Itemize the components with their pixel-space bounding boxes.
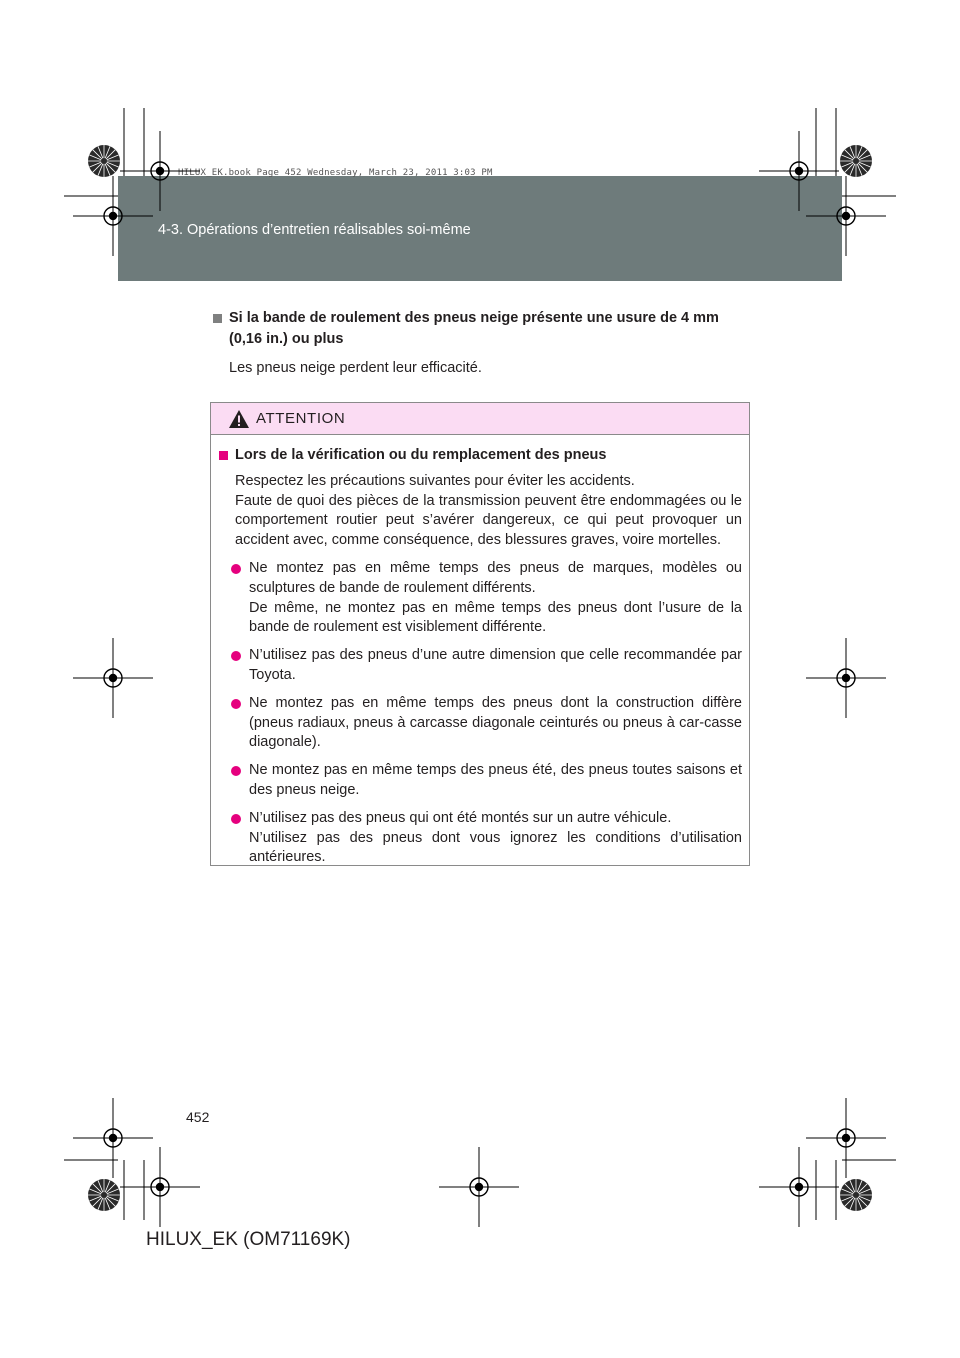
circle-bullet-icon: [231, 814, 241, 824]
list-item: Ne montez pas en même temps des pneus été, des pneus toutes saisons et des pneus neige.: [219, 761, 742, 801]
list-item: Ne montez pas en même temps des pneus dont la construction diffère (pneus radiaux, pneus à carcasse diagonale ceinturés ou pneus à car-casse diagonale).: [219, 694, 742, 753]
warning-intro: Respectez les précautions suivantes pour éviter les accidents. Faute de quoi des pièces de la transmission peuvent être endommagées ou le comportement routier peut s’avérer dangereux, ce qui peut provoquer un accident avec, comme conséquence, des blessures graves, voire mortelles.: [235, 472, 742, 549]
warning-label: ATTENTION: [256, 410, 346, 427]
snow-tire-wear-heading: Si la bande de roulement des pneus neige présente une usure de 4 mm (0,16 in.) ou plus: [213, 308, 753, 350]
warning-header: [211, 403, 749, 435]
print-stamp: HILUX_EK.book Page 452 Wednesday, March 23, 2011 3:03 PM: [178, 168, 493, 178]
square-bullet-icon: [213, 314, 222, 323]
list-item: N’utilisez pas des pneus d’une autre dimension que celle recommandée par Toyota.: [219, 646, 742, 686]
warning-box: [210, 402, 750, 866]
circle-bullet-icon: [231, 699, 241, 709]
snow-tire-wear-section: [213, 308, 753, 379]
warning-triangle-icon: [228, 409, 250, 429]
snow-tire-wear-body: Les pneus neige perdent leur efficacité.: [229, 360, 482, 376]
warning-heading: Lors de la vérification ou du remplacement des pneus: [219, 446, 742, 466]
list-item: Ne montez pas en même temps des pneus de marques, modèles ou sculptures de bande de roulement différents. De même, ne montez pas en même temps des pneus dont l’usure de la bande de roulement est visiblement différente.: [219, 559, 742, 638]
warning-body: [211, 435, 749, 868]
circle-bullet-icon: [231, 651, 241, 661]
square-bullet-icon: [219, 451, 228, 460]
section-title: 4-3. Opérations d’entretien réalisables soi-même: [158, 222, 471, 238]
page-number: 452: [186, 1109, 210, 1125]
circle-bullet-icon: [231, 564, 241, 574]
list-item: N’utilisez pas des pneus qui ont été montés sur un autre véhicule. N’utilisez pas des pneus dont vous ignorez les conditions d’utilisation antérieures.: [219, 809, 742, 868]
book-reference: HILUX_EK (OM71169K): [146, 1229, 351, 1250]
circle-bullet-icon: [231, 766, 241, 776]
